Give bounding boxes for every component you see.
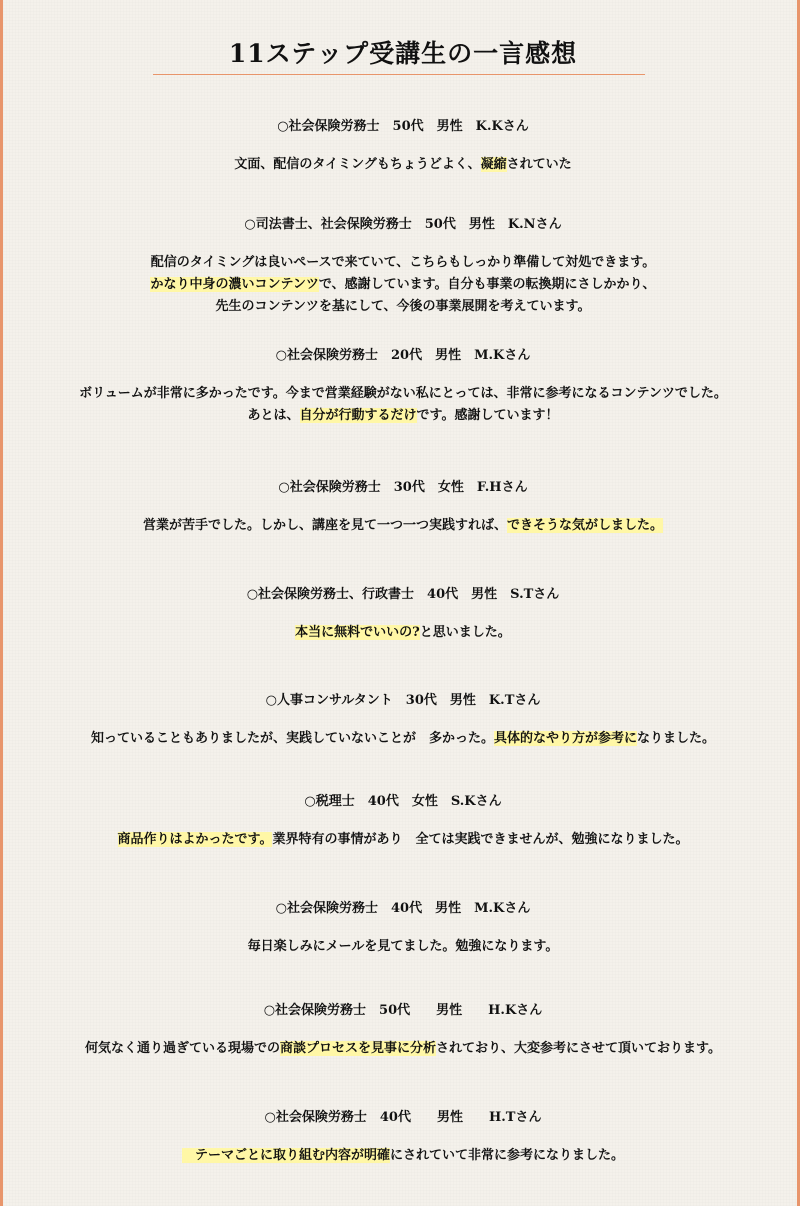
testimonial-comment — [3, 252, 800, 318]
highlighted-text: かなり中身の濃いコンテンツ — [150, 277, 319, 292]
testimonial-entry — [3, 586, 800, 644]
comment-text: されていた — [506, 157, 572, 172]
comment-text: されており、大変参考にさせて頂いております。 — [436, 1041, 721, 1056]
testimonial-author: ○司法書士、社会保険労務士 50代 男性 K.Nさん — [244, 217, 562, 232]
testimonial-author: ○人事コンサルタント 30代 男性 K.Tさん — [265, 693, 541, 708]
testimonial-entry — [3, 118, 800, 176]
comment-line — [3, 936, 800, 958]
highlighted-text: テーマごとに取り組む内容が明確 — [181, 1148, 390, 1163]
testimonial-author: ○社会保険労務士 40代 男性 M.Kさん — [275, 901, 531, 916]
comment-line — [3, 296, 800, 318]
testimonial-author: ○税理士 40代 女性 S.Kさん — [304, 794, 502, 809]
highlighted-text: 本当に無料でいいの? — [295, 625, 420, 640]
testimonial-entry — [3, 1109, 800, 1167]
comment-line — [3, 383, 800, 405]
highlighted-text: 具体的なやり方が参考に — [493, 731, 637, 746]
testimonial-author: ○社会保険労務士 40代 男性 H.Tさん — [264, 1110, 542, 1125]
comment-line — [3, 274, 800, 296]
comment-text: にされていて非常に参考になりました。 — [390, 1148, 625, 1163]
comment-text: 先生のコンテンツを基にして、今後の事業展開を考えています。 — [215, 299, 591, 314]
page-title: 11ステップ受講生の一言感想 — [228, 39, 578, 68]
comment-line — [3, 1145, 800, 1167]
comment-text: です。感謝しています！ — [416, 408, 559, 423]
testimonial-entry — [3, 216, 800, 318]
testimonial-entry — [3, 692, 800, 750]
comment-line — [3, 622, 800, 644]
testimonial-comment — [3, 622, 800, 644]
comment-text: 配信のタイミングは良いペースで来ていて、こちらもしっかり準備して対処できます。 — [150, 255, 656, 270]
testimonial-comment — [3, 1038, 800, 1060]
comment-line — [3, 1038, 800, 1060]
comment-line — [3, 405, 800, 427]
testimonial-entry — [3, 479, 800, 537]
comment-text: 営業が苦手でした。しかし、講座を見て一つ一つ実践すれば、 — [142, 518, 507, 533]
comment-text: ボリュームが非常に多かったです。今まで営業経験がない私にとっては、非常に参考になるコンテンツでした。 — [79, 386, 727, 401]
testimonial-comment — [3, 1145, 800, 1167]
testimonial-entry — [3, 347, 800, 427]
testimonial-author: ○社会保険労務士 20代 男性 M.Kさん — [275, 348, 531, 363]
testimonial-comment — [3, 383, 800, 427]
comment-text: 知っていることもありましたが、実践していないことが 多かった。 — [90, 731, 494, 746]
highlighted-text: 商品作りはよかったです。 — [117, 832, 273, 847]
testimonial-author: ○社会保険労務士 50代 男性 K.Kさん — [277, 119, 529, 134]
comment-line — [3, 515, 800, 537]
highlighted-text: 凝縮 — [480, 157, 507, 172]
comment-text: と思いました。 — [419, 625, 511, 640]
testimonial-entry — [3, 793, 800, 851]
comment-text: 何気なく通り過ぎている現場での — [85, 1041, 281, 1056]
highlighted-text: できそうな気がしました。 — [507, 518, 664, 533]
title-divider — [153, 74, 645, 75]
testimonial-author: ○社会保険労務士、行政書士 40代 男性 S.Tさん — [246, 587, 560, 602]
comment-line — [3, 829, 800, 851]
testimonial-comment — [3, 728, 800, 750]
comment-text: あとは、 — [247, 408, 300, 423]
comment-text: 業界特有の事情があり 全ては実践できませんが、勉強になりました。 — [272, 832, 689, 847]
comment-text: なりました。 — [637, 731, 716, 746]
comment-line — [3, 252, 800, 274]
comment-line — [3, 728, 800, 750]
testimonial-comment — [3, 829, 800, 851]
testimonial-comment — [3, 936, 800, 958]
testimonial-entry — [3, 1002, 800, 1060]
testimonial-comment — [3, 515, 800, 537]
comment-text: 文面、配信のタイミングもちょうどよく、 — [234, 157, 481, 172]
comment-text: 毎日楽しみにメールを見てました。勉強になります。 — [247, 939, 559, 954]
highlighted-text: 自分が行動するだけ — [299, 408, 417, 423]
comment-text: で、感謝しています。自分も事業の転換期にさしかかり、 — [318, 277, 656, 292]
highlighted-text: 商談プロセスを見事に分析 — [280, 1041, 437, 1056]
comment-line — [3, 154, 800, 176]
testimonial-comment — [3, 154, 800, 176]
testimonial-entry — [3, 900, 800, 958]
testimonial-author: ○社会保険労務士 50代 男性 H.Kさん — [263, 1003, 543, 1018]
testimonial-author: ○社会保険労務士 30代 女性 F.Hさん — [278, 480, 528, 495]
